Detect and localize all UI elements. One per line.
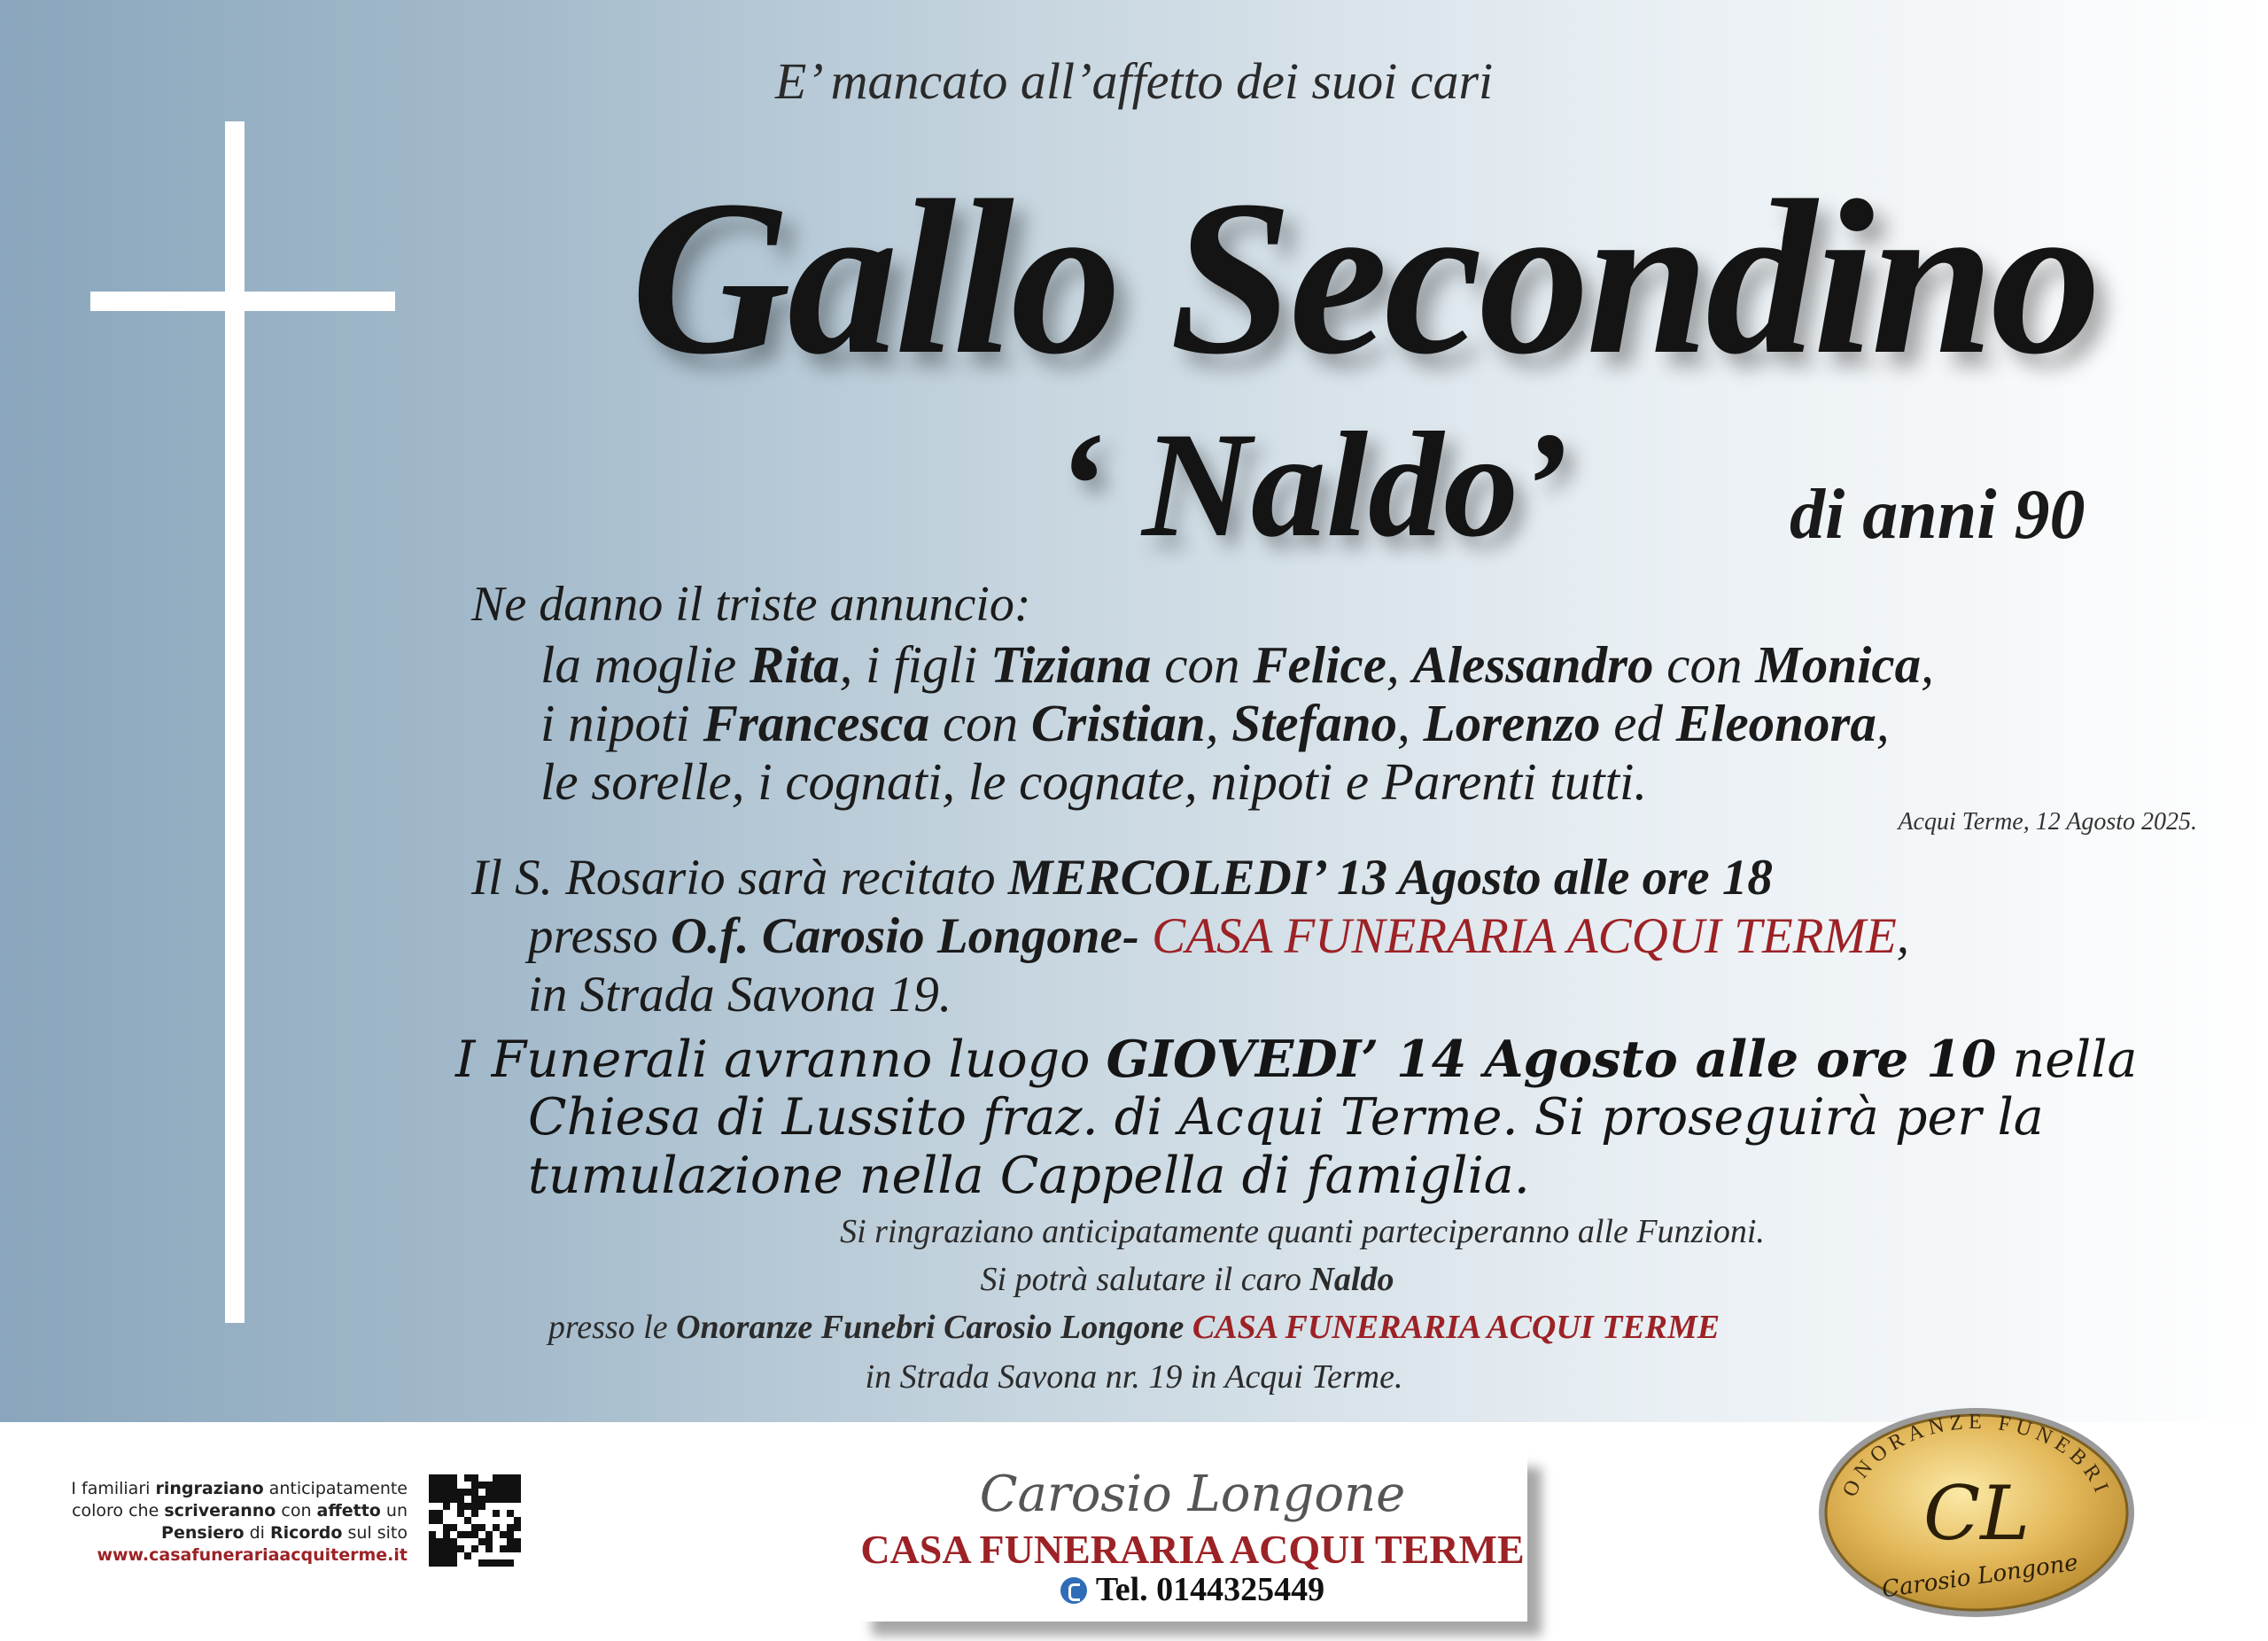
funeral-line-2: Chiesa di Lussito fraz. di Acqui Terme. Si proseguirà per la — [528, 1088, 2044, 1147]
thanks-text: Si ringraziano anticipatamente quanti parteciperanno alle Funzioni. — [840, 1213, 1765, 1250]
card-phone[interactable]: Tel. 0144325449 — [858, 1570, 1527, 1609]
greeting-text: Si potrà salutare il caro Naldo — [980, 1261, 1394, 1298]
family-line-3: le sorelle, i cognati, le cognate, nipoti e Parenti tutti. — [540, 752, 1648, 811]
family-line-2: i nipoti Francesca con Cristian, Stefano, Lorenzo ed Eleonora, — [540, 694, 1890, 752]
announcement-title: Ne danno il triste annuncio: — [471, 577, 1031, 632]
intro-text: E’ mancato all’affetto dei suoi cari — [774, 52, 1494, 110]
address-text: in Strada Savona nr. 19 in Acqui Terme. — [865, 1358, 1403, 1396]
rosary-line-1: Il S. Rosario sarà recitato MERCOLEDI’ 13 Agosto alle ore 18 — [471, 850, 1773, 906]
place-date: Acqui Terme, 12 Agosto 2025. — [1898, 808, 2197, 836]
age: di anni 90 — [1790, 476, 2085, 554]
rosary-line-3: in Strada Savona 19. — [528, 967, 952, 1023]
logo-top-text: ONORANZE FUNEBRI — [1838, 1410, 2115, 1501]
funeral-home-card — [858, 1453, 1527, 1622]
funeral-line-3: tumulazione nella Cappella di famiglia. — [528, 1147, 1530, 1205]
funeral-line-1: I Funerali avranno luogo GIOVEDI’ 14 Agosto alle ore 10 nella — [455, 1030, 2138, 1089]
logo-initials: CL — [1922, 1470, 2031, 1557]
qr-code-icon[interactable] — [429, 1474, 521, 1567]
logo-bottom-text: Carosio Longone — [1880, 1549, 2080, 1604]
card-business-name: CASA FUNERARIA ACQUI TERME — [860, 1527, 1525, 1572]
card-brand: Carosio Longone — [979, 1466, 1406, 1523]
location-text: presso le Onoranze Funebri Carosio Longone CASA FUNERARIA ACQUI TERME — [548, 1309, 1720, 1346]
website-link[interactable]: www.casafunerariaacquiterme.it — [97, 1545, 408, 1565]
deceased-name: Gallo Secondino — [631, 155, 2098, 401]
cross-arm — [90, 292, 395, 311]
rosary-line-2: presso O.f. Carosio Longone- CASA FUNERARIA ACQUI TERME, — [528, 908, 1910, 964]
memorial-message: I familiari ringraziano anticipatamente coloro che scriveranno con affetto un Pensiero di Ricordo sul sito www.casafunerariaacquiterme.it — [35, 1478, 408, 1567]
family-line-1: la moglie Rita, i figli Tiziana con Felice, Alessandro con Monica, — [540, 635, 1934, 694]
phone-icon — [1060, 1577, 1087, 1604]
funeral-home-logo — [1813, 1402, 2140, 1623]
nickname: ‘ Naldo’ — [1054, 401, 1569, 568]
